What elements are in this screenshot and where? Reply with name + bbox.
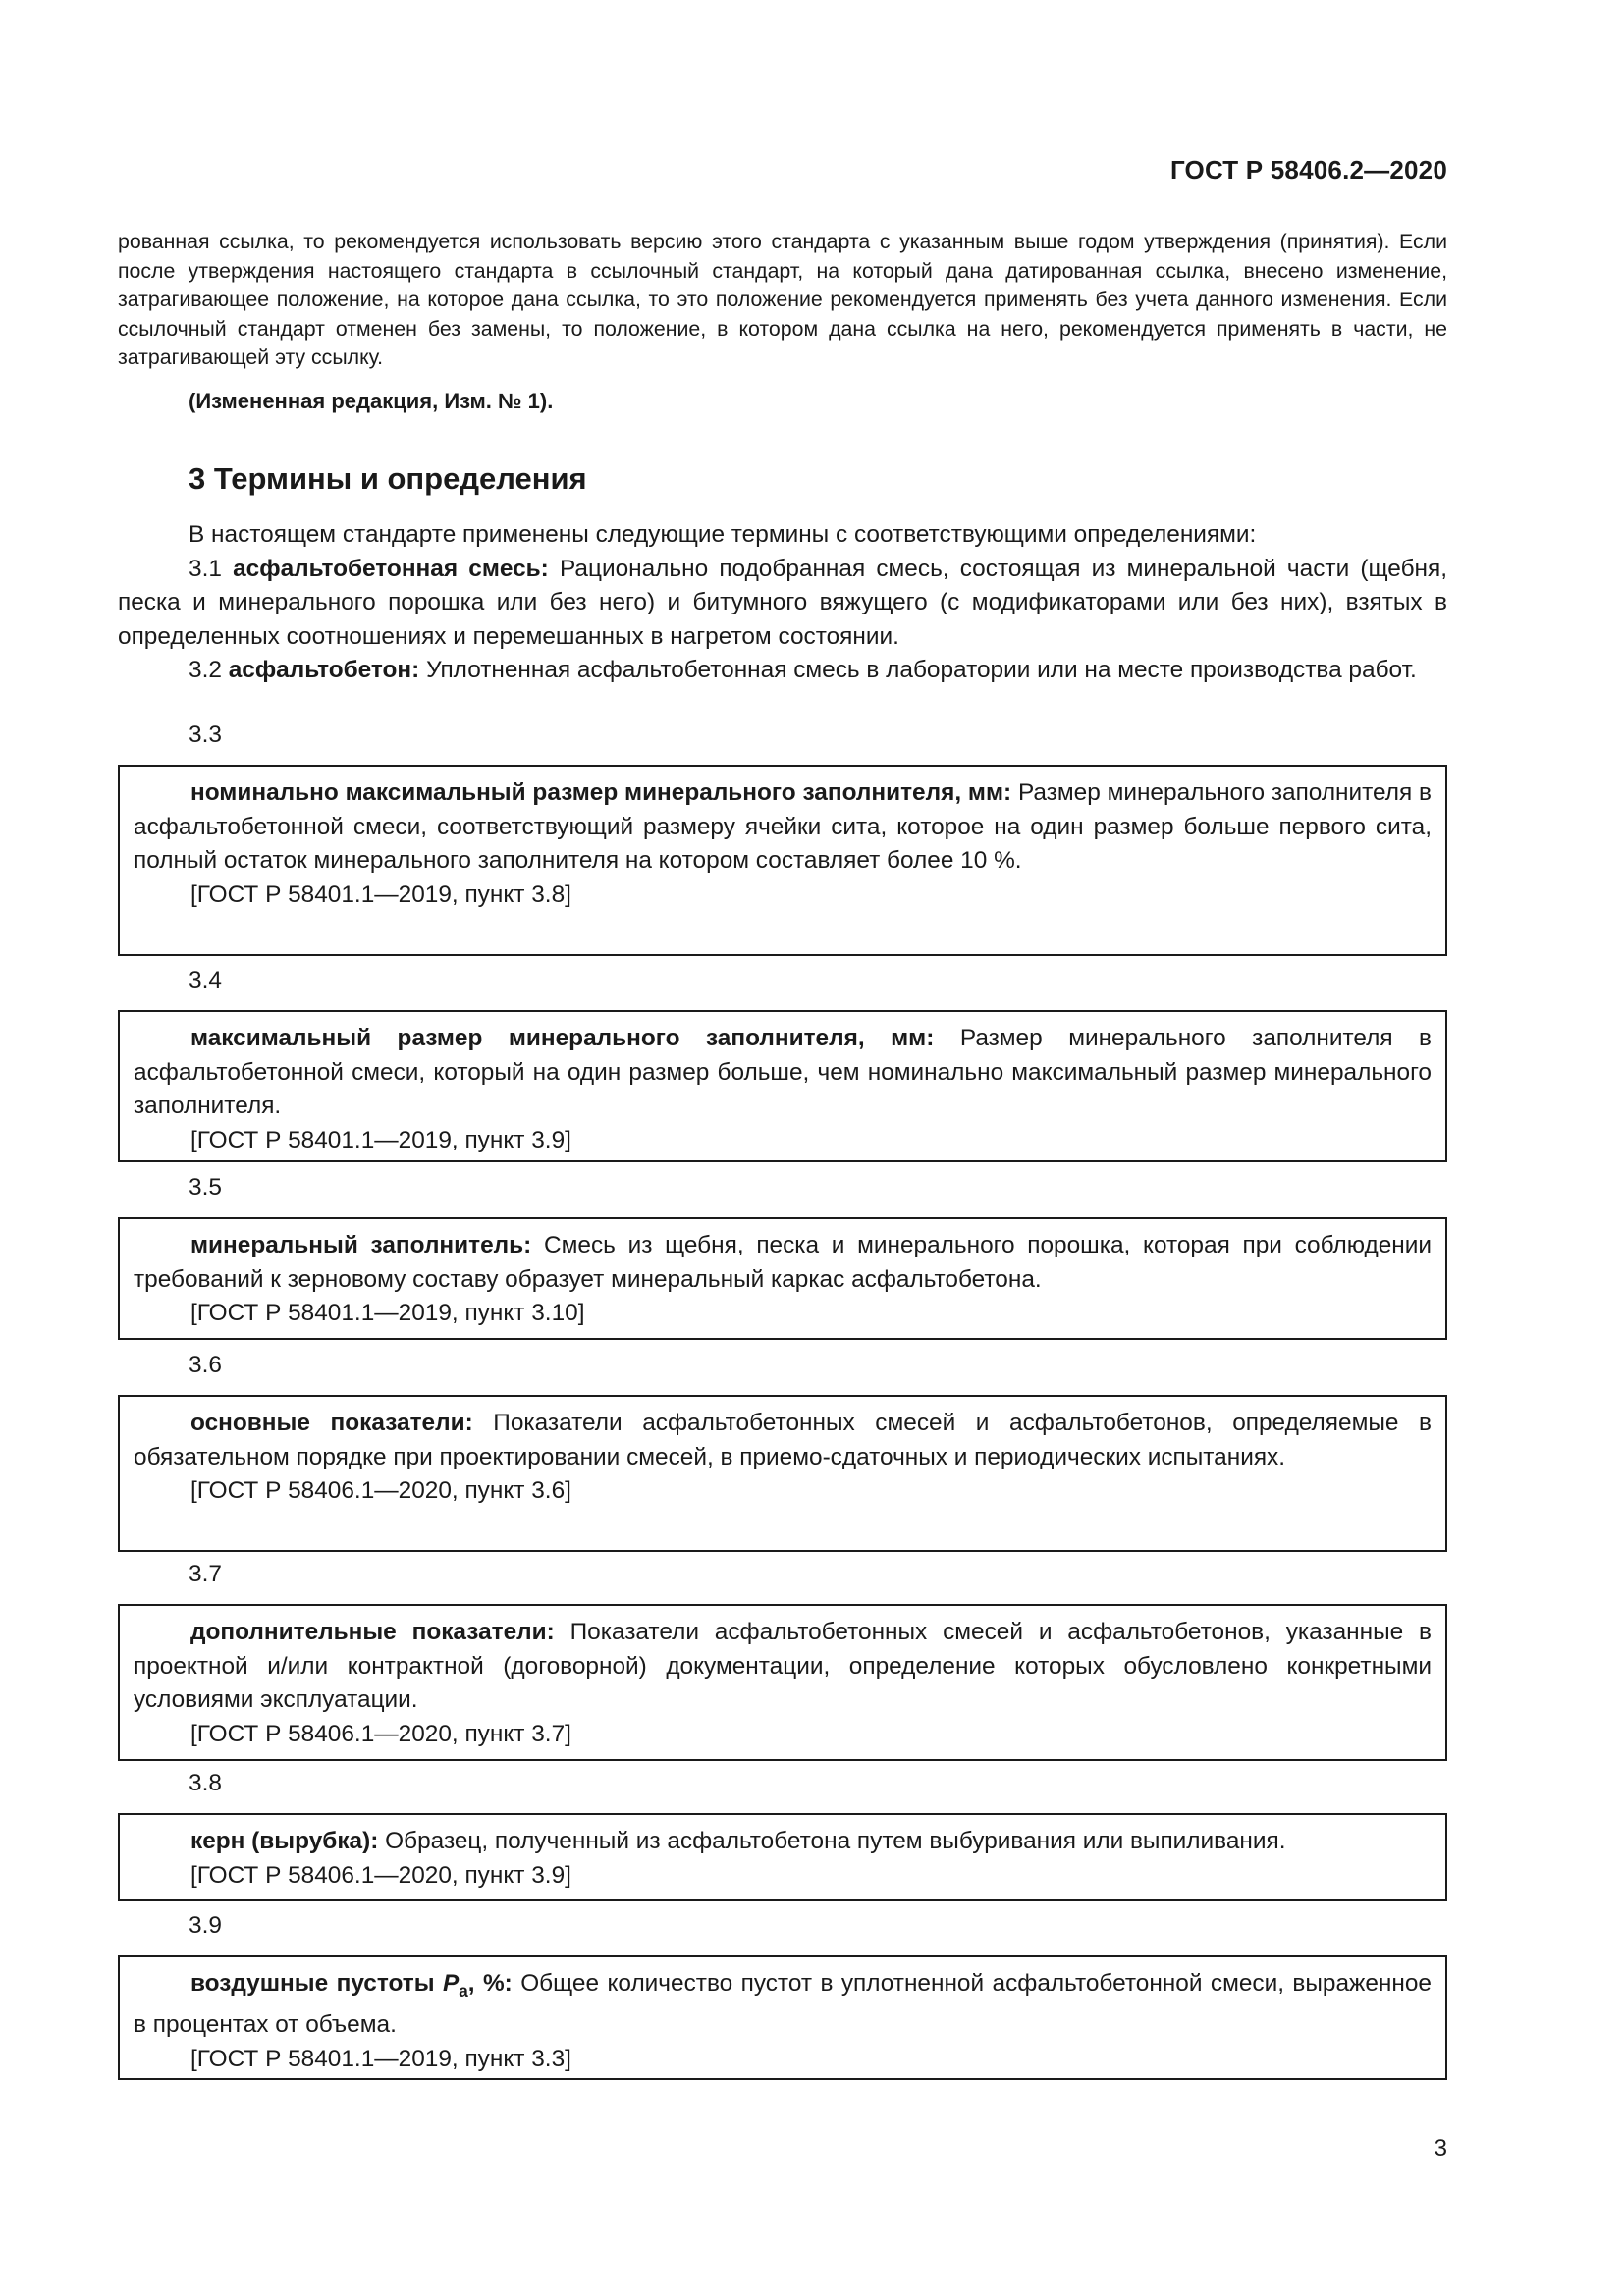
clause-number: 3.9 bbox=[189, 1912, 222, 1939]
section-title: 3 Термины и определения bbox=[189, 461, 587, 496]
term-entry bbox=[134, 1616, 1432, 1718]
term-reference: [ГОСТ Р 58406.1—2020, пункт 3.9] bbox=[190, 1861, 571, 1889]
term-definition: Размер минерального заполнителя в асфальтобетонной смеси, который на один размер больше, чем номинально максимальный размер минерального заполнителя. bbox=[134, 1025, 1433, 1119]
intro-paragraph: рованная ссылка, то рекомендуется использовать версию этого стандарта с указанным выше годом утверждения (принятия). Если после утверждения настоящего стандарта в ссылочный стандарт, на который дана датированная ссылка, внесено изменение, затрагивающее положение, на которое дана ссылка, то это положение рекомендуется применять без учета данного изменения. Если ссылочный стандарт отменен без замены, то положение, в котором дана ссылка на него, рекомендуется применять в части, не затрагивающей эту ссылку. bbox=[118, 230, 1447, 369]
term-definition: Смесь из щебня, песка и минерального порошка, которая при соблюдении требований к зерновому составу образует минеральный каркас асфальтобетона. bbox=[134, 1232, 1433, 1293]
clause-3-1 bbox=[118, 553, 1447, 655]
term-name: минеральный заполнитель: bbox=[190, 1232, 532, 1258]
clause-number: 3.4 bbox=[189, 967, 222, 993]
term-name bbox=[190, 1970, 513, 2001]
term-reference: [ГОСТ Р 58401.1—2019, пункт 3.9] bbox=[190, 1126, 571, 1153]
term-definition: Размер минерального заполнителя в асфальтобетонной смеси, соответствующий размеру ячейки сита, которое на один размер больше первого сита, полный остаток минерального заполнителя на котором составляет более 10 %. bbox=[134, 779, 1432, 874]
clause-number: 3.7 bbox=[189, 1561, 222, 1587]
term-reference: [ГОСТ Р 58406.1—2020, пункт 3.7] bbox=[190, 1720, 571, 1747]
document-page bbox=[118, 0, 1447, 2296]
term-reference: [ГОСТ Р 58401.1—2019, пункт 3.3] bbox=[190, 2045, 571, 2072]
term-name: основные показатели: bbox=[190, 1410, 473, 1436]
amendment-note: (Измененная редакция, Изм. № 1). bbox=[189, 389, 554, 413]
section-intro: В настоящем стандарте применены следующие термины с соответствующими определениями: bbox=[189, 521, 1257, 548]
term-suffix: , %: bbox=[467, 1970, 513, 1997]
term-name: номинально максимальный размер минерального заполнителя, мм: bbox=[190, 779, 1012, 806]
section-intro-block bbox=[118, 518, 1447, 688]
term-entry bbox=[134, 1229, 1432, 1297]
clause-number: 3.2 bbox=[189, 657, 222, 683]
term-entry bbox=[134, 1407, 1432, 1474]
term-box bbox=[118, 1813, 1447, 1901]
clause-number: 3.8 bbox=[189, 1770, 222, 1796]
term-definition: Уплотненная асфальтобетонная смесь в лаборатории или на месте производства работ. bbox=[426, 657, 1417, 683]
term-entry bbox=[134, 1825, 1432, 1859]
term-name: асфальтобетон: bbox=[228, 657, 420, 683]
term-name: асфальтобетонная смесь: bbox=[233, 555, 549, 582]
document-number: ГОСТ Р 58406.2—2020 bbox=[1169, 155, 1447, 185]
term-definition: Рационально подобранная смесь, состоящая из минеральной части (щебня, песка и минерального порошка или без него) и битумного вяжущего (с модификаторами или без них), взятых в определенных соотношениях и перемешанных в нагретом состоянии. bbox=[118, 555, 1447, 650]
term-box bbox=[118, 1604, 1447, 1761]
term-entry bbox=[134, 1022, 1432, 1124]
clause-number: 3.3 bbox=[189, 721, 222, 748]
clause-number: 3.5 bbox=[189, 1174, 222, 1201]
term-definition: Показатели асфальтобетонных смесей и асфальтобетонов, определяемые в обязательном порядке при проектировании смесей, в приемо-сдаточных и периодических испытаниях. bbox=[134, 1410, 1432, 1470]
term-entry bbox=[134, 1967, 1432, 2043]
term-prefix: воздушные пустоты bbox=[190, 1970, 443, 1997]
term-reference: [ГОСТ Р 58401.1—2019, пункт 3.8] bbox=[190, 881, 571, 908]
term-box bbox=[118, 765, 1447, 956]
term-definition: Показатели асфальтобетонных смесей и асфальтобетонов, указанные в проектной и/или контрактной (договорной) документации, определение которых обусловлено конкретными условиями эксплуатации. bbox=[134, 1619, 1432, 1713]
term-definition: Образец, полученный из асфальтобетона путем выбуривания или выпиливания. bbox=[385, 1828, 1286, 1854]
clause-number: 3.1 bbox=[189, 555, 222, 582]
term-definition: Общее количество пустот в уплотненной асфальтобетонной смеси, выраженное в процентах от объема. bbox=[134, 1970, 1432, 2039]
term-subscript: a bbox=[459, 1981, 468, 2001]
term-reference: [ГОСТ Р 58406.1—2020, пункт 3.6] bbox=[190, 1477, 571, 1504]
clause-3-2 bbox=[118, 654, 1447, 688]
term-symbol: P bbox=[442, 1970, 460, 1997]
term-name: дополнительные показатели: bbox=[190, 1619, 555, 1645]
term-name: максимальный размер минерального заполнителя, мм: bbox=[190, 1025, 935, 1051]
term-box bbox=[118, 1955, 1447, 2080]
page-number: 3 bbox=[1434, 2135, 1447, 2162]
term-name: керн (вырубка): bbox=[190, 1828, 379, 1854]
term-box bbox=[118, 1010, 1447, 1162]
term-box bbox=[118, 1217, 1447, 1340]
term-entry bbox=[134, 776, 1432, 879]
term-box bbox=[118, 1395, 1447, 1552]
term-reference: [ГОСТ Р 58401.1—2019, пункт 3.10] bbox=[190, 1300, 585, 1326]
clause-number: 3.6 bbox=[189, 1352, 222, 1378]
